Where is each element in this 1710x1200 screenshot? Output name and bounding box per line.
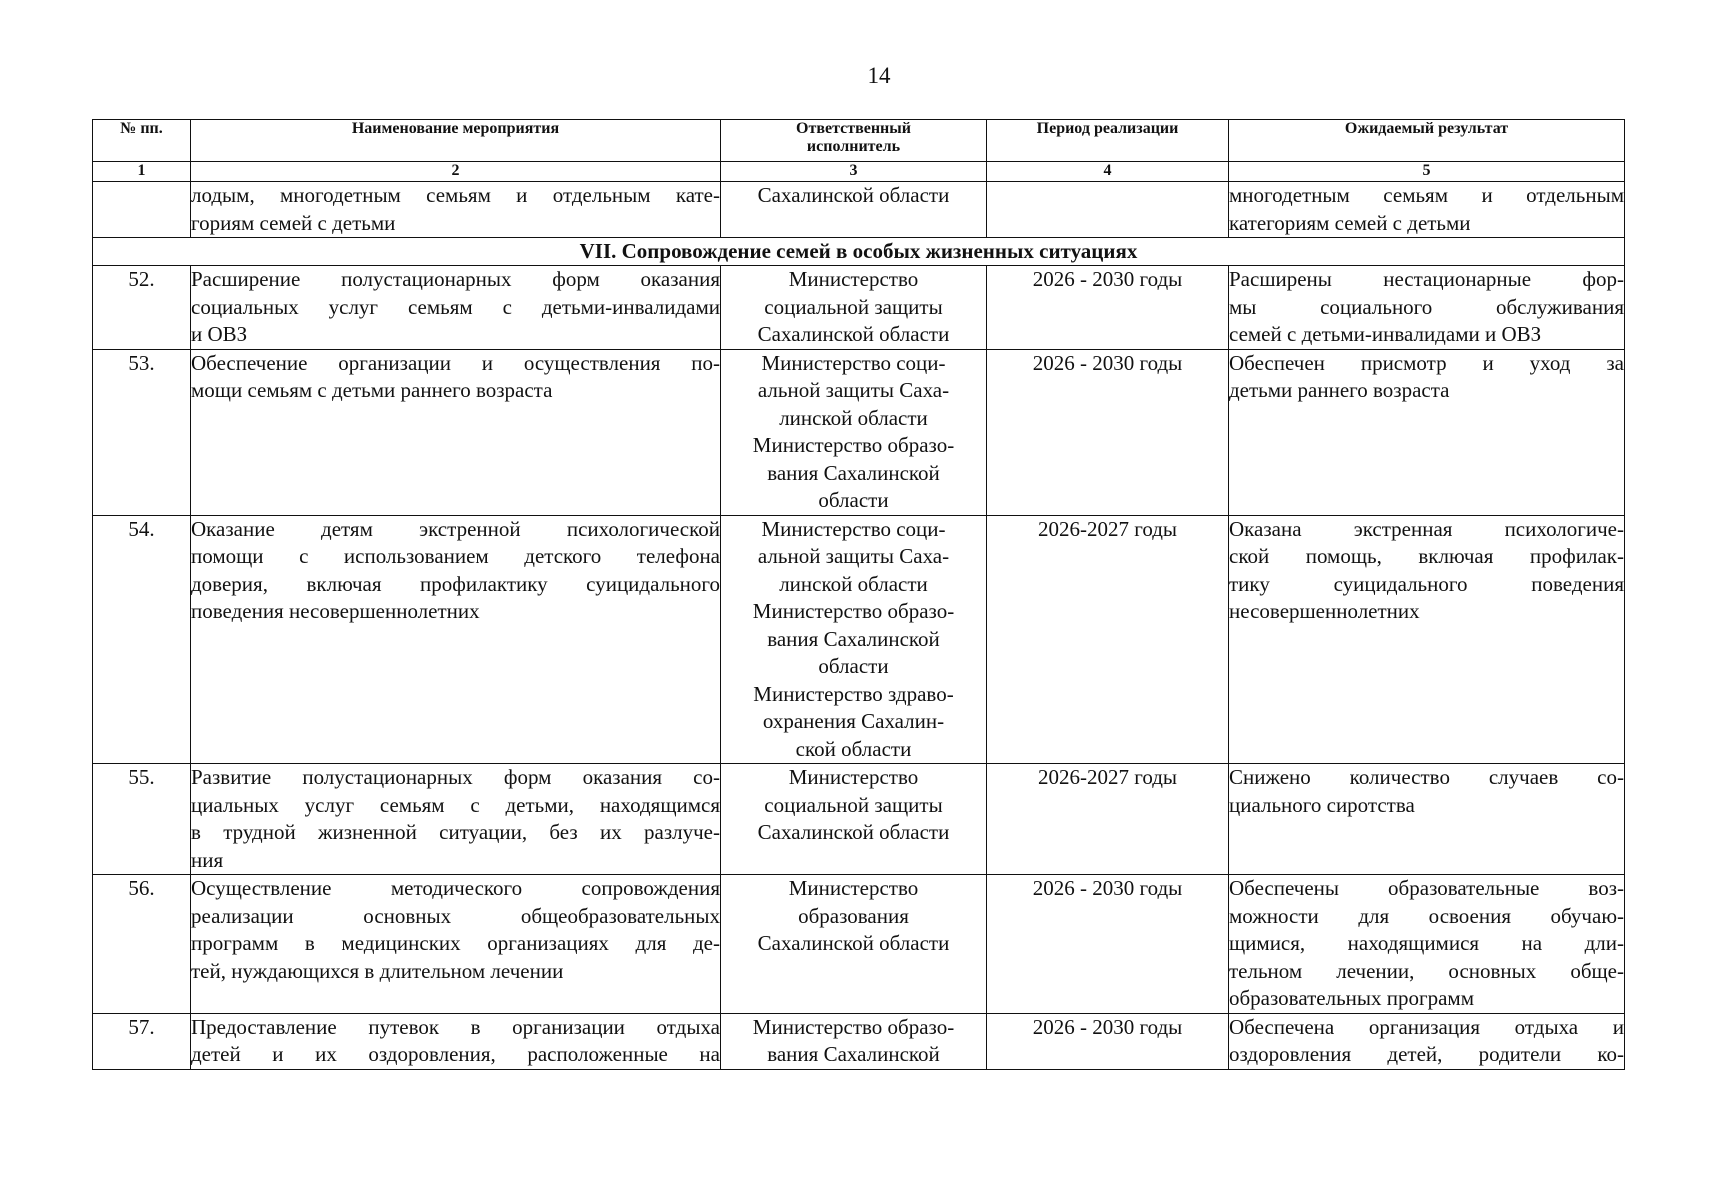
result-cell [1229,764,1625,875]
text-line: в трудной жизненной ситуации, без их разлуче- [191,820,720,844]
row-number: 55. [93,764,191,875]
text-line: Обеспечена организация отдыха и [1229,1014,1624,1039]
period-cell: 2026 - 2030 годы [987,1013,1229,1069]
result-cell [1229,1013,1625,1069]
text-line: социальных услуг семьям с детьми-инвалидами [191,294,720,319]
text-line: ния [191,847,224,872]
text-line: ской области [795,736,912,761]
text-line: многодетным семьям и отдельным [1229,183,1624,207]
text-line: Расширение полустационарных форм оказания [191,267,720,291]
text-line: Министерство соци- [761,516,946,541]
column-number: 2 [191,162,721,182]
period-cell: 2026-2027 годы [987,764,1229,875]
text-line: образования [798,903,909,928]
header-no: № пп. [93,120,191,162]
text-line: вания Сахалинской [767,460,940,485]
column-number: 1 [93,162,191,182]
text-line: Сахалинской области [757,322,950,346]
text-line: лодым, многодетным семьям и отдельным кате- [191,183,720,207]
result-cell [1229,349,1625,515]
header-period: Период реализации [987,120,1229,162]
continuation-row [93,182,1625,238]
responsible-cell [721,875,987,1014]
row-number: 57. [93,1013,191,1069]
result-cell [1229,182,1625,238]
header-name: Наименование мероприятия [191,120,721,162]
measure-name-cell [191,875,721,1014]
period-cell [987,182,1229,238]
text-line: Сахалинской области [757,183,950,207]
header-responsible-line: Ответственный [796,120,911,137]
text-line: несовершеннолетних [1229,599,1420,623]
row-number: 52. [93,266,191,350]
text-line: циальных услуг семьям с детьми, находящимся [191,792,720,817]
measure-name-cell [191,764,721,875]
text-line: циального сиротства [1229,792,1415,817]
text-line: Министерство образо- [752,599,955,623]
page-number: 14 [867,63,891,88]
row-number-cell [93,182,191,238]
text-line: Обеспечение организации и осуществления по- [191,350,720,375]
responsible-cell [721,349,987,515]
text-line: Осуществление методического сопровождения [191,876,720,900]
header-row [93,120,1625,162]
text-line: мы социального обслуживания [1229,294,1624,319]
text-line: Предоставление путевок в организации отдыха [191,1014,720,1039]
text-line: категориям семей с детьми [1229,210,1471,235]
table-row [93,1013,1625,1069]
responsible-cell [721,764,987,875]
column-number: 5 [1229,162,1625,182]
period-cell: 2026 - 2030 годы [987,266,1229,350]
result-cell [1229,515,1625,764]
period-cell: 2026 - 2030 годы [987,875,1229,1014]
table-row [93,266,1625,350]
text-line: Развитие полустационарных форм оказания со- [191,765,720,789]
text-line: гориям семей с детьми [191,210,396,235]
text-line: поведения несовершеннолетних [191,599,480,623]
text-line: доверия, включая профилактику суицидального [191,571,720,596]
measure-name-cell [191,266,721,350]
text-line: семей с детьми-инвалидами и ОВЗ [1229,322,1542,346]
text-line: Министерство образо- [752,433,955,457]
text-line: альной защиты Саха- [757,378,950,402]
measures-table [92,119,1625,1070]
text-line: Оказана экстренная психологиче- [1229,516,1624,541]
text-line: Министерство здраво- [753,681,954,706]
responsible-cell [721,182,987,238]
text-line: линской области [779,405,928,430]
period-cell: 2026 - 2030 годы [987,349,1229,515]
text-line: альной защиты Саха- [757,544,950,568]
row-number: 53. [93,349,191,515]
header-responsible [721,120,987,162]
text-line: Министерство [788,876,919,900]
text-line: области [818,654,889,678]
text-line: можности для освоения обучаю- [1229,903,1624,928]
section-row [93,238,1625,266]
text-line: программ в медицинских организациях для де- [191,931,720,955]
table-row [93,764,1625,875]
text-line: вания Сахалинской [767,1042,940,1066]
text-line: тику суицидального поведения [1229,571,1624,596]
text-line: образовательных программ [1229,986,1474,1010]
period-cell: 2026-2027 годы [987,515,1229,764]
row-number: 56. [93,875,191,1014]
row-number: 54. [93,515,191,764]
header-responsible-line: исполнитель [806,138,901,155]
text-line: Обеспечен присмотр и уход за [1229,350,1624,375]
text-line: оздоровления детей, родители ко- [1229,1042,1624,1066]
text-line: охранения Сахалин- [762,709,945,733]
text-line: Министерство образо- [752,1014,955,1039]
text-line: мощи семьям с детьми раннего возраста [191,378,553,402]
text-line: реализации основных общеобразовательных [191,903,720,928]
column-number: 4 [987,162,1229,182]
text-line: Министерство [788,765,919,789]
section-title: VII. Сопровождение семей в особых жизненных ситуациях [93,238,1625,266]
responsible-cell [721,1013,987,1069]
text-line: Сахалинской области [757,931,950,955]
text-line: тей, нуждающихся в длительном лечении [191,958,564,983]
text-line: области [818,488,889,512]
table-row [93,875,1625,1014]
text-line: социальной защиты [764,294,943,319]
result-cell [1229,875,1625,1014]
column-number-row [93,162,1625,182]
text-line: Расширены нестационарные фор- [1229,267,1624,291]
result-cell [1229,266,1625,350]
measure-name-cell [191,182,721,238]
table-row [93,515,1625,764]
header-result: Ожидаемый результат [1229,120,1625,162]
text-line: Министерство [788,267,919,291]
measure-name-cell [191,1013,721,1069]
column-number: 3 [721,162,987,182]
text-line: Оказание детям экстренной психологической [191,516,720,541]
text-line: щимися, находящимися на дли- [1229,931,1624,955]
text-line: вания Сахалинской [767,626,940,651]
responsible-cell [721,266,987,350]
measure-name-cell [191,515,721,764]
responsible-cell [721,515,987,764]
text-line: линской области [779,571,928,596]
text-line: ской помощь, включая профилак- [1229,544,1624,568]
text-line: Сахалинской области [757,820,950,844]
text-line: Обеспечены образовательные воз- [1229,876,1624,900]
text-line: Снижено количество случаев со- [1229,765,1624,789]
text-line: помощи с использованием детского телефона [191,544,720,568]
text-line: Министерство соци- [761,350,946,375]
text-line: детей и их оздоровления, расположенные на [191,1042,720,1066]
text-line: тельном лечении, основных обще- [1229,958,1624,983]
text-line: детьми раннего возраста [1229,378,1450,402]
table-row [93,349,1625,515]
measure-name-cell [191,349,721,515]
text-line: и ОВЗ [191,322,248,346]
text-line: социальной защиты [764,792,943,817]
